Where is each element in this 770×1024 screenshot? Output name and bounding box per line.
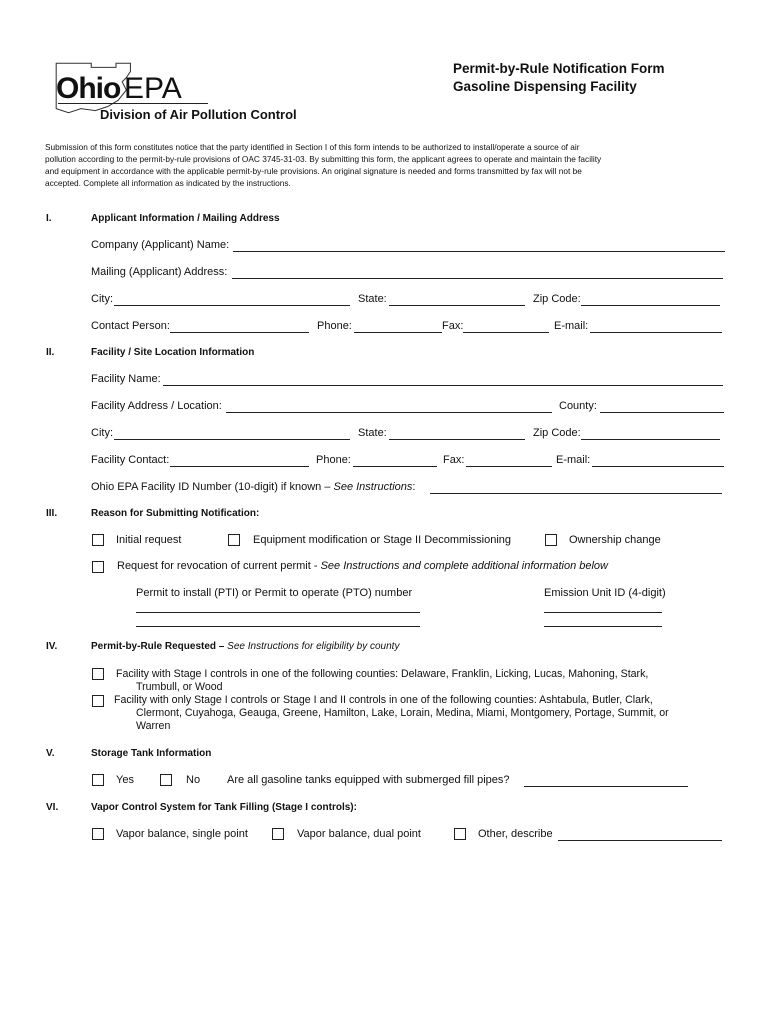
- vapor-other-label: Other, describe: [478, 828, 553, 840]
- facility-address-field[interactable]: [226, 412, 552, 413]
- emission-unit-field-2[interactable]: [544, 626, 662, 627]
- submerged-fill-answer-field[interactable]: [524, 786, 688, 787]
- section-2-heading: Facility / Site Location Information: [91, 347, 255, 358]
- facility-email-label: E-mail:: [556, 454, 591, 466]
- revocation-label-text: Request for revocation of current permit -: [117, 560, 321, 572]
- section-3-number: III.: [46, 508, 58, 519]
- mailing-address-label: Mailing (Applicant) Address:: [91, 266, 228, 278]
- facility-contact-label: Facility Contact:: [91, 454, 170, 466]
- emission-unit-column-label: Emission Unit ID (4-digit): [544, 587, 666, 599]
- section-1-heading: Applicant Information / Mailing Address: [91, 213, 280, 224]
- vapor-dual-point-checkbox[interactable]: [272, 828, 284, 840]
- stage1-counties-checkbox[interactable]: [92, 668, 104, 680]
- applicant-phone-field[interactable]: [354, 332, 442, 333]
- emission-unit-field-1[interactable]: [544, 612, 662, 613]
- tanks-yes-label: Yes: [116, 774, 134, 786]
- logo-epa-text: EPA: [124, 72, 182, 105]
- facility-name-label: Facility Name:: [91, 373, 161, 385]
- section-6-number: VI.: [46, 802, 59, 813]
- facility-id-label: [91, 481, 415, 493]
- applicant-email-field[interactable]: [590, 332, 722, 333]
- facility-contact-field[interactable]: [170, 466, 309, 467]
- applicant-state-field[interactable]: [389, 305, 525, 306]
- form-title-line1: Permit-by-Rule Notification Form: [453, 61, 665, 76]
- intro-line-1: Submission of this form constitutes notice that the party identified in Section I of this form intends to be authorized to install/operate a source of air: [45, 142, 580, 152]
- facility-id-label-text: Ohio EPA Facility ID Number (10-digit) if known –: [91, 481, 334, 493]
- contact-person-label: Contact Person:: [91, 320, 170, 332]
- stage1-2-counties-checkbox[interactable]: [92, 695, 104, 707]
- stage1-2-counties-line2: Clermont, Cuyahoga, Geauga, Greene, Hamilton, Lake, Lorain, Medina, Miami, Montgomery, Portage, Summit, or: [136, 707, 669, 719]
- section-4-number: IV.: [46, 641, 58, 652]
- revocation-label: [117, 560, 608, 572]
- applicant-state-label: State:: [358, 293, 387, 305]
- applicant-city-label: City:: [91, 293, 113, 305]
- facility-zip-field[interactable]: [581, 439, 720, 440]
- intro-line-3: and equipment in accordance with the applicable permit-by-rule provisions. An original signature is needed and forms transmitted by fax will not be: [45, 166, 582, 176]
- section-1-number: I.: [46, 213, 52, 224]
- facility-phone-label: Phone:: [316, 454, 351, 466]
- section-4-heading-text: Permit-by-Rule Requested –: [91, 641, 228, 652]
- section-6-heading: Vapor Control System for Tank Filling (Stage I controls):: [91, 802, 357, 813]
- facility-email-field[interactable]: [592, 466, 724, 467]
- ownership-change-checkbox[interactable]: [545, 534, 557, 546]
- permit-number-field-2[interactable]: [136, 626, 420, 627]
- revocation-checkbox[interactable]: [92, 561, 104, 573]
- tanks-no-checkbox[interactable]: [160, 774, 172, 786]
- facility-state-field[interactable]: [389, 439, 525, 440]
- stage1-2-counties-line1: Facility with only Stage I controls or Stage I and II controls in one of the following counties: Ashtabula, Butler, Clark,: [114, 694, 653, 706]
- vapor-single-point-checkbox[interactable]: [92, 828, 104, 840]
- contact-person-field[interactable]: [170, 332, 309, 333]
- stage1-2-counties-line3: Warren: [136, 720, 171, 732]
- facility-phone-field[interactable]: [353, 466, 437, 467]
- facility-state-label: State:: [358, 427, 387, 439]
- logo-ohio-text: Ohio: [56, 72, 121, 105]
- company-name-label: Company (Applicant) Name:: [91, 239, 230, 251]
- mailing-address-field[interactable]: [232, 278, 723, 279]
- facility-city-field[interactable]: [114, 439, 350, 440]
- vapor-dual-point-label: Vapor balance, dual point: [297, 828, 421, 840]
- facility-name-field[interactable]: [163, 385, 723, 386]
- section-3-heading: Reason for Submitting Notification:: [91, 508, 260, 519]
- section-4-heading: [91, 641, 399, 652]
- county-field[interactable]: [600, 412, 724, 413]
- form-title-line2: Gasoline Dispensing Facility: [453, 79, 637, 94]
- applicant-zip-label: Zip Code:: [533, 293, 581, 305]
- revocation-instructions: See Instructions and complete additional information below: [320, 560, 608, 572]
- intro-line-2: pollution according to the permit-by-rule provisions of OAC 3745-31-03. By submitting this form, the applicant agrees to operate and maintain the facility: [45, 154, 602, 164]
- section-2-number: II.: [46, 347, 55, 358]
- initial-request-checkbox[interactable]: [92, 534, 104, 546]
- applicant-fax-field[interactable]: [463, 332, 549, 333]
- facility-fax-label: Fax:: [443, 454, 465, 466]
- section-4-instructions: See Instructions for eligibility by county: [227, 641, 400, 652]
- section-5-number: V.: [46, 748, 55, 759]
- facility-city-label: City:: [91, 427, 113, 439]
- ownership-change-label: Ownership change: [569, 534, 661, 546]
- facility-id-field[interactable]: [430, 493, 722, 494]
- section-5-heading: Storage Tank Information: [91, 748, 212, 759]
- facility-id-colon: :: [412, 481, 416, 493]
- applicant-email-label: E-mail:: [554, 320, 589, 332]
- permit-number-column-label: Permit to install (PTI) or Permit to operate (PTO) number: [136, 587, 413, 599]
- logo-underline: [58, 103, 208, 104]
- facility-id-instructions: See Instructions: [333, 481, 413, 493]
- vapor-single-point-label: Vapor balance, single point: [116, 828, 248, 840]
- facility-zip-label: Zip Code:: [533, 427, 581, 439]
- stage1-counties-line2: Trumbull, or Wood: [136, 681, 223, 693]
- applicant-city-field[interactable]: [114, 305, 350, 306]
- applicant-fax-label: Fax:: [442, 320, 464, 332]
- intro-line-4: accepted. Complete all information as indicated by the instructions.: [45, 178, 291, 188]
- division-name: Division of Air Pollution Control: [100, 107, 297, 122]
- tanks-no-label: No: [186, 774, 201, 786]
- county-label: County:: [559, 400, 597, 412]
- submerged-fill-question: Are all gasoline tanks equipped with submerged fill pipes?: [227, 774, 510, 786]
- company-name-field[interactable]: [233, 251, 725, 252]
- permit-number-field-1[interactable]: [136, 612, 420, 613]
- equipment-modification-label: Equipment modification or Stage II Decommissioning: [253, 534, 512, 546]
- applicant-phone-label: Phone:: [317, 320, 352, 332]
- applicant-zip-field[interactable]: [581, 305, 720, 306]
- facility-fax-field[interactable]: [466, 466, 552, 467]
- stage1-counties-line1: Facility with Stage I controls in one of the following counties: Delaware, Franklin, Licking, Lucas, Mahoning, Stark,: [116, 668, 649, 680]
- equipment-modification-checkbox[interactable]: [228, 534, 240, 546]
- tanks-yes-checkbox[interactable]: [92, 774, 104, 786]
- facility-address-label: Facility Address / Location:: [91, 400, 222, 412]
- vapor-other-describe-field[interactable]: [558, 840, 722, 841]
- vapor-other-checkbox[interactable]: [454, 828, 466, 840]
- initial-request-label: Initial request: [116, 534, 182, 546]
